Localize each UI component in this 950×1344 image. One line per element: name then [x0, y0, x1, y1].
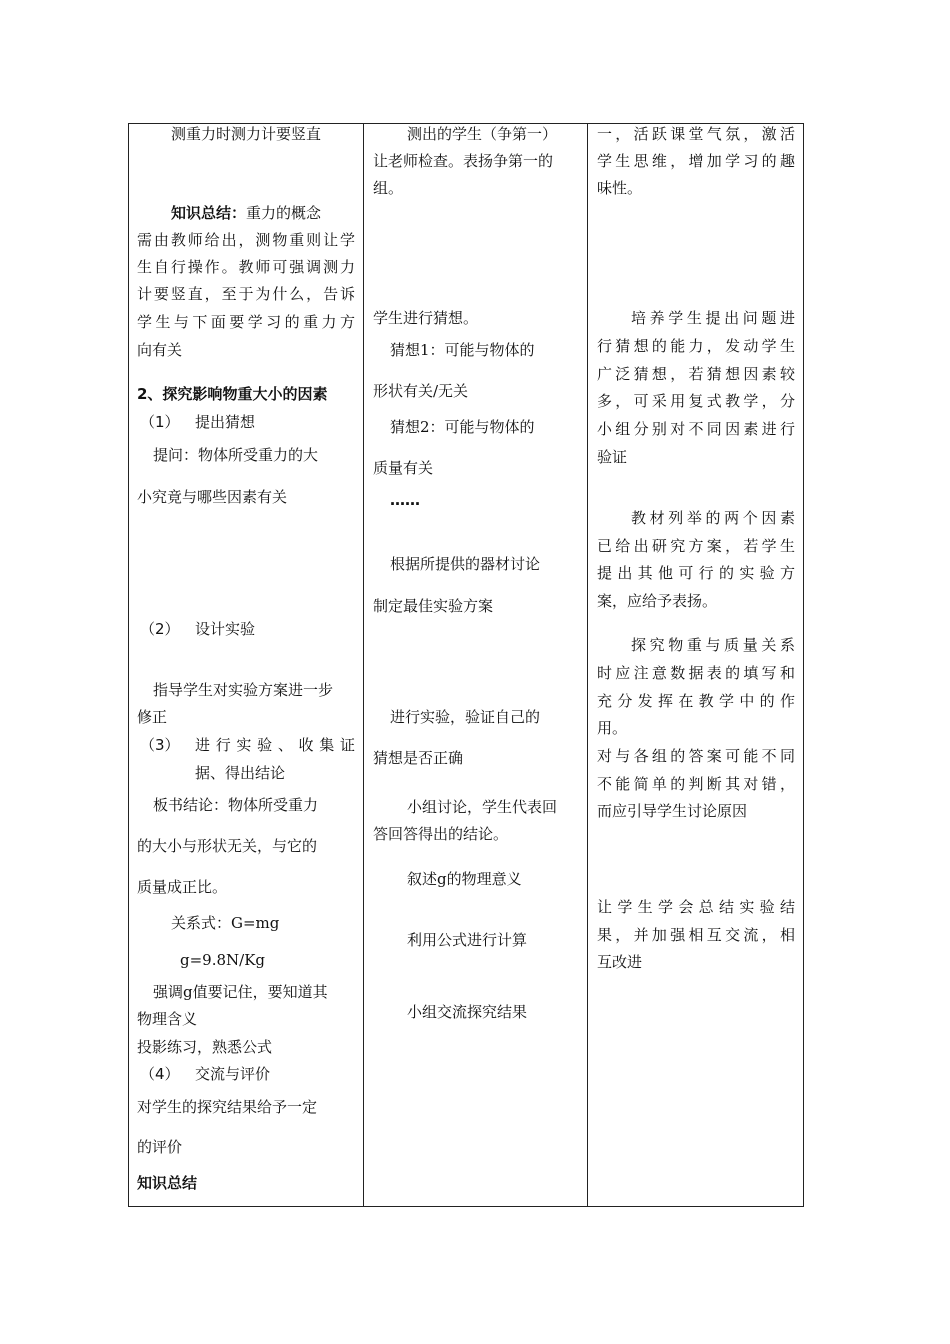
student-text: 根据所提供的器材讨论	[390, 555, 541, 573]
student-text: 猜想1：可能与物体的	[390, 341, 535, 359]
step-title: 提出猜想	[195, 413, 256, 431]
section-heading: 2、探究影响物重大小的因素	[137, 385, 328, 403]
student-text: 让老师检查。表扬争第一的	[373, 152, 554, 170]
student-text: 答回答得出的结论。	[373, 825, 509, 843]
step-title: 设计实验	[195, 620, 256, 638]
intent-text: 多，可采用复式教学，分	[597, 392, 795, 410]
intent-text: 广泛猜想，若猜想因素较	[597, 365, 795, 383]
intent-text: 互改进	[597, 953, 643, 971]
emphasis-text: 强调g值要记住，要知道其	[153, 983, 328, 1001]
student-text: 测出的学生（争第一）	[407, 125, 558, 143]
step-title: 进行实验、收集证	[195, 736, 355, 754]
intent-text: 验证	[597, 448, 628, 466]
student-text: 学生进行猜想。	[373, 309, 479, 327]
practice-text: 投影练习，熟悉公式	[137, 1038, 273, 1056]
step-number: （3）	[140, 736, 180, 754]
student-text: 猜想是否正确	[373, 749, 464, 767]
intent-text: 果，并加强相互交流，相	[597, 926, 795, 944]
intent-text: 提出其他可行的实验方	[597, 564, 795, 582]
intent-text: 味性。	[597, 179, 643, 197]
summary-text: 学生与下面要学习的重力方	[137, 313, 355, 331]
intent-text: 时应注意数据表的填写和	[597, 664, 795, 682]
intent-text: 案，应给予表扬。	[597, 592, 718, 610]
step-number: （1）	[140, 413, 180, 431]
final-summary-label: 知识总结	[137, 1174, 198, 1192]
student-text: 进行实验，验证自己的	[390, 708, 541, 726]
conclusion-text: 板书结论：物体所受重力	[153, 796, 319, 814]
summary-text: 生自行操作。教师可强调测力	[137, 258, 355, 276]
conclusion-text: 的大小与形状无关，与它的	[137, 837, 318, 855]
intent-text: 行猜想的能力，发动学生	[597, 337, 795, 355]
review-text: 的评价	[137, 1138, 183, 1156]
ellipsis: ……	[390, 491, 420, 509]
intent-text: 不能简单的判断其对错，	[597, 775, 795, 793]
intent-text: 用。	[597, 719, 628, 737]
summary-label: 知识总结：重力的概念	[171, 204, 322, 222]
intent-text: 教材列举的两个因素	[631, 509, 795, 527]
summary-text: 需由教师给出，测物重则让学	[137, 231, 355, 249]
student-text: 叙述g的物理意义	[407, 870, 522, 888]
emphasis-text: 物理含义	[137, 1010, 198, 1028]
intent-text: 学生思维，增加学习的趣	[597, 152, 795, 170]
student-text: 猜想2：可能与物体的	[390, 418, 535, 436]
intent-text: 培养学生提出问题进	[631, 309, 795, 327]
student-text: 质量有关	[373, 459, 434, 477]
summary-text: 向有关	[137, 341, 183, 359]
column-divider-2	[587, 124, 588, 1206]
intent-text: 已给出研究方案，若学生	[597, 537, 795, 555]
step-number: （2）	[140, 620, 180, 638]
guide-text: 修正	[137, 708, 168, 726]
step-title: 交流与评价	[195, 1065, 271, 1083]
intent-text: 小组分别对不同因素进行	[597, 420, 795, 438]
conclusion-text: 质量成正比。	[137, 878, 228, 896]
column-divider-1	[363, 124, 364, 1206]
intent-text: 让学生学会总结实验结	[597, 898, 795, 916]
student-text: 小组交流探究结果	[407, 1003, 528, 1021]
note-line: 测重力时测力计要竖直	[171, 125, 322, 143]
student-text: 制定最佳实验方案	[373, 597, 494, 615]
formula: 关系式：G=mg	[171, 914, 280, 932]
step-number: （4）	[140, 1065, 180, 1083]
student-text: 利用公式进行计算	[407, 931, 528, 949]
step-title: 据、得出结论	[195, 764, 286, 782]
student-text: 小组讨论，学生代表回	[407, 798, 558, 816]
student-text: 形状有关/无关	[373, 382, 469, 400]
question-text: 小究竟与哪些因素有关	[137, 488, 288, 506]
intent-text: 充分发挥在教学中的作	[597, 692, 795, 710]
intent-text: 而应引导学生讨论原因	[597, 802, 748, 820]
intent-text: 对与各组的答案可能不同	[597, 747, 795, 765]
intent-text: 一，活跃课堂气氛，激活	[597, 125, 795, 143]
question-text: 提问：物体所受重力的大	[153, 446, 319, 464]
student-text: 组。	[373, 179, 404, 197]
intent-text: 探究物重与质量关系	[631, 636, 795, 654]
summary-text: 计要竖直，至于为什么，告诉	[137, 285, 355, 303]
review-text: 对学生的探究结果给予一定	[137, 1098, 318, 1116]
formula: g=9.8N/Kg	[180, 951, 266, 969]
guide-text: 指导学生对实验方案进一步	[153, 681, 334, 699]
